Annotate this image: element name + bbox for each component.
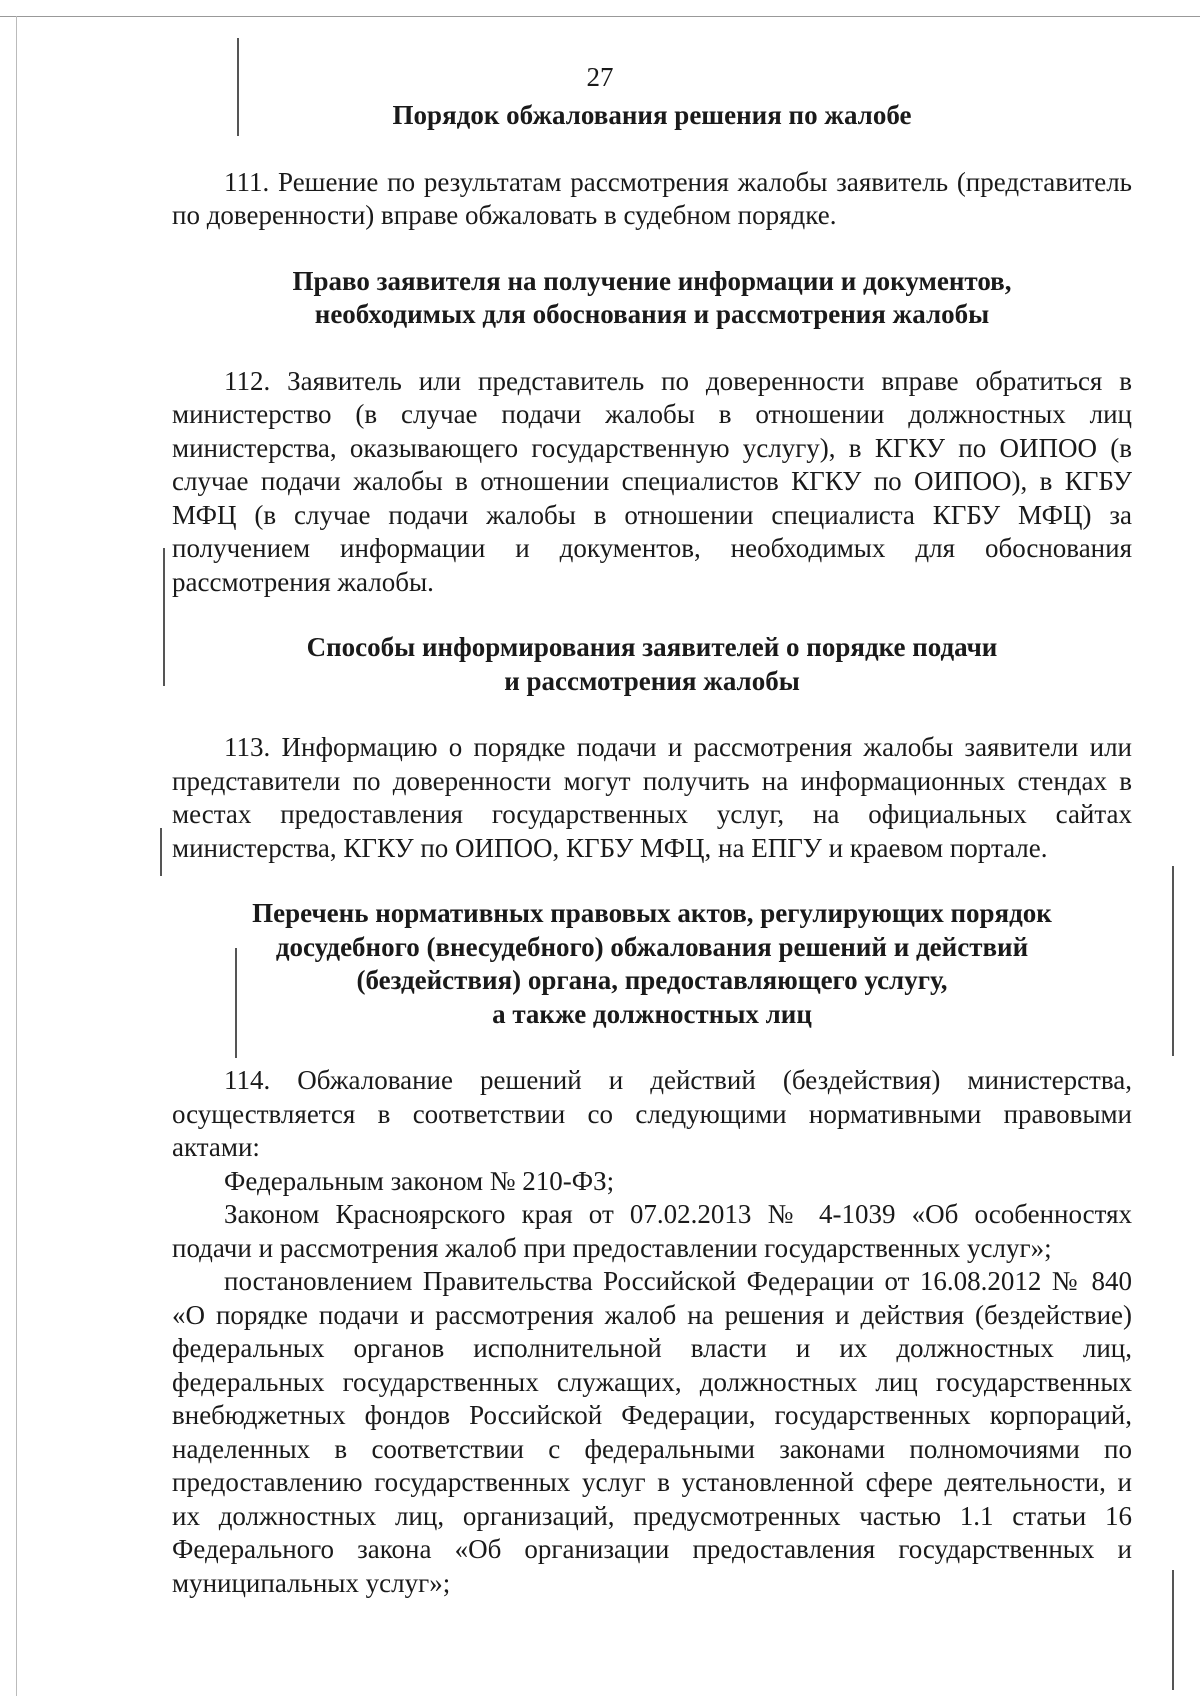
paragraph-112: 112. Заявитель или представитель по доверенности вправе обратиться в министерство (в случае подачи жалобы в отношении должностных лиц министерства, оказывающего государственную услугу), в КГКУ по ОИПОО (в случае подачи жалобы в отношении специалистов КГКУ по ОИПОО), в КГБУ МФЦ (в случае подачи жалобы в отношении специалиста КГБУ МФЦ) за получением информации и документов, необходимых для обоснования рассмотрения жалобы. <box>172 365 1132 597</box>
scan-mark-right-2 <box>1172 1570 1174 1690</box>
scan-border-left <box>16 16 17 1696</box>
section-heading-legal-acts: Перечень нормативных правовых актов, регулирующих порядок досудебного (внесудебного) обжалования решений и действий (бездействия) органа, предоставляющего услугу, а также должностных лиц <box>252 898 1052 1029</box>
paragraph-111: 111. Решение по результатам рассмотрения жалобы заявитель (представитель по доверенности) вправе обжаловать в судебном порядке. <box>172 166 1132 230</box>
section-heading-appeal: Порядок обжалования решения по жалобе <box>392 100 912 130</box>
list-item-federal-law: Федеральным законом № 210-ФЗ; <box>224 1165 615 1196</box>
scan-mark-left-2 <box>163 548 165 686</box>
paragraph-113: 113. Информацию о порядке подачи и рассмотрения жалобы заявители или представители по доверенности могут получить на информационных стендах в местах предоставления государственных услуг, на официальных сайтах министерства, КГКУ по ОИПОО, КГБУ МФЦ, на ЕПГУ и краевом портале. <box>172 732 1132 863</box>
section-heading-informing: Способы информирования заявителей о порядке подачи и рассмотрения жалобы <box>306 632 998 696</box>
page-number: 27 <box>586 62 614 92</box>
list-item-government-decree: постановлением Правительства Российской Федерации от 16.08.2012 № 840 «О порядке подачи и рассмотрения жалоб на решения и действия (бездействие) федеральных органов исполнительной власти и их должностных лиц, федеральных государственных служащих, должностных лиц государственных внебюджетных фондов Российской Федерации, государственных корпораций, наделенных в соответствии с федеральными законами полномочиями по предоставлению государственных услуг в установленной сфере деятельности, и их должностных лиц, организаций, предусмотренных частью 1.1 статьи 16 Федерального закона «Об организации предоставления государственных и муниципальных услуг»; <box>172 1266 1132 1598</box>
section-heading-right-to-info: Право заявителя на получение информации и документов, необходимых для обоснования и рассмотрения жалобы <box>292 265 1012 329</box>
document-body <box>172 99 1132 1600</box>
paragraph-114: 114. Обжалование решений и действий (бездействия) министерства, осуществляется в соответствии со следующими нормативными правовыми актами: <box>172 1065 1132 1162</box>
scan-mark-right-1 <box>1172 866 1174 1056</box>
scan-border-top <box>0 16 1200 17</box>
scan-mark-left-3 <box>160 828 162 876</box>
list-item-krasnoyarsk-law: Законом Красноярского края от 07.02.2013 № 4-1039 «Об особенностях подачи и рассмотрения жалоб при предоставлении государственных услуг»; <box>172 1199 1132 1263</box>
